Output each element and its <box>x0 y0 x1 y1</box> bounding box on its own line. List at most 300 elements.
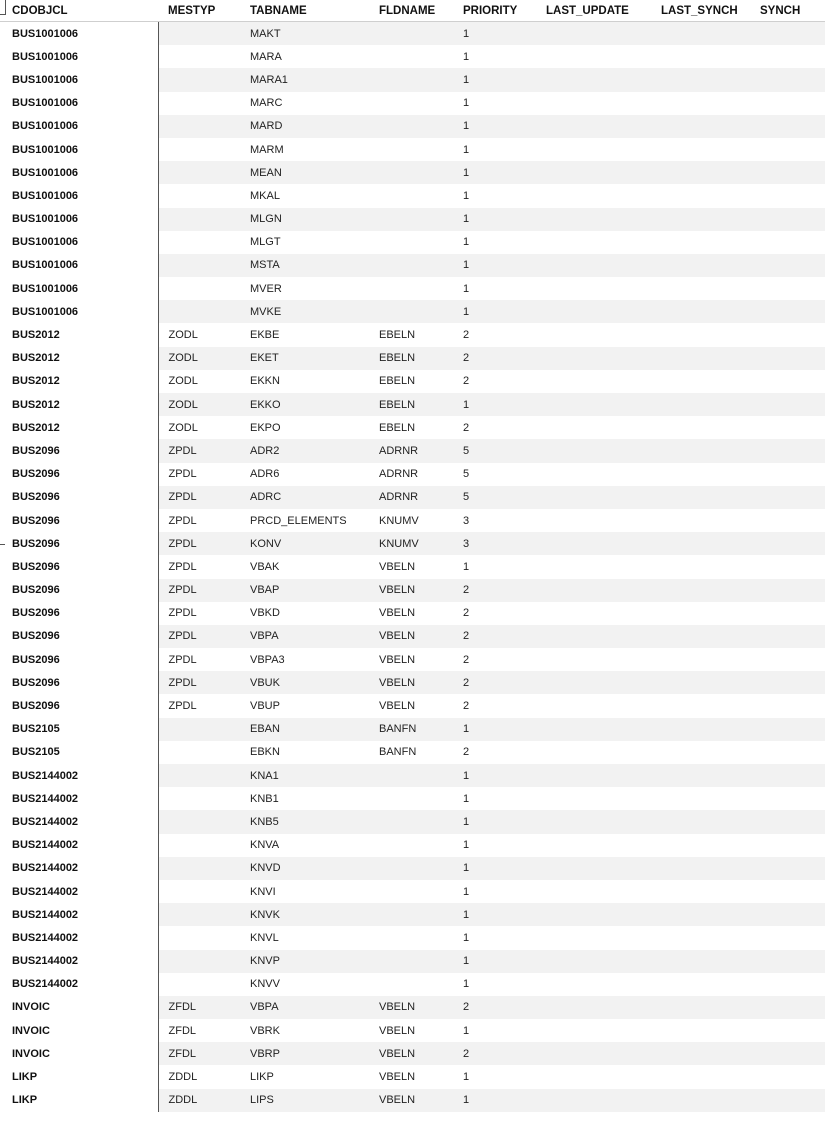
cell-mestyp[interactable] <box>158 161 240 184</box>
cell-fldname[interactable]: ADRNR <box>369 486 453 509</box>
cell-synch[interactable] <box>750 45 825 68</box>
cell-synch[interactable] <box>750 254 825 277</box>
cell-priority[interactable]: 2 <box>453 648 536 671</box>
cell-priority[interactable]: 2 <box>453 625 536 648</box>
cell-last-update[interactable] <box>536 648 651 671</box>
cell-last-update[interactable] <box>536 741 651 764</box>
cell-priority[interactable]: 1 <box>453 903 536 926</box>
cell-priority[interactable]: 3 <box>453 532 536 555</box>
cell-priority[interactable]: 1 <box>453 950 536 973</box>
cell-tabname[interactable]: MVER <box>240 277 369 300</box>
cell-tabname[interactable]: VBUK <box>240 671 369 694</box>
cell-fldname[interactable]: BANFN <box>369 741 453 764</box>
cell-mestyp[interactable] <box>158 857 240 880</box>
cell-last-update[interactable] <box>536 323 651 346</box>
cell-mestyp[interactable]: ZFDL <box>158 996 240 1019</box>
cell-synch[interactable] <box>750 996 825 1019</box>
cell-cdobjcl[interactable]: BUS1001006 <box>0 277 158 300</box>
table-row[interactable] <box>0 22 825 46</box>
cell-last-update[interactable] <box>536 718 651 741</box>
cell-tabname[interactable]: KNVA <box>240 834 369 857</box>
cell-mestyp[interactable]: ZODL <box>158 323 240 346</box>
column-header-cdobjcl[interactable]: CDOBJCL <box>0 0 158 22</box>
cell-synch[interactable] <box>750 741 825 764</box>
cell-priority[interactable]: 1 <box>453 1065 536 1088</box>
cell-synch[interactable] <box>750 277 825 300</box>
table-row[interactable] <box>0 880 825 903</box>
cell-synch[interactable] <box>750 625 825 648</box>
cell-fldname[interactable]: KNUMV <box>369 509 453 532</box>
table-row[interactable] <box>0 996 825 1019</box>
cell-last-update[interactable] <box>536 1042 651 1065</box>
cell-synch[interactable] <box>750 857 825 880</box>
cell-fldname[interactable]: VBELN <box>369 579 453 602</box>
cell-last-update[interactable] <box>536 509 651 532</box>
cell-last-update[interactable] <box>536 184 651 207</box>
cell-priority[interactable]: 2 <box>453 370 536 393</box>
cell-synch[interactable] <box>750 323 825 346</box>
cell-tabname[interactable]: VBRK <box>240 1019 369 1042</box>
cell-cdobjcl[interactable]: BUS1001006 <box>0 161 158 184</box>
table-row[interactable] <box>0 903 825 926</box>
cell-mestyp[interactable] <box>158 208 240 231</box>
cell-last-synch[interactable] <box>651 416 750 439</box>
cell-mestyp[interactable]: ZPDL <box>158 532 240 555</box>
cell-fldname[interactable]: EBELN <box>369 323 453 346</box>
table-row[interactable] <box>0 857 825 880</box>
cell-priority[interactable]: 5 <box>453 463 536 486</box>
cell-last-update[interactable] <box>536 671 651 694</box>
cell-tabname[interactable]: MEAN <box>240 161 369 184</box>
cell-last-update[interactable] <box>536 810 651 833</box>
cell-last-update[interactable] <box>536 115 651 138</box>
cell-priority[interactable]: 2 <box>453 347 536 370</box>
cell-fldname[interactable] <box>369 138 453 161</box>
cell-tabname[interactable]: EKPO <box>240 416 369 439</box>
cell-cdobjcl[interactable]: BUS2096 <box>0 439 158 462</box>
cell-last-update[interactable] <box>536 92 651 115</box>
cell-tabname[interactable]: LIPS <box>240 1089 369 1112</box>
cell-cdobjcl[interactable]: BUS1001006 <box>0 208 158 231</box>
cell-priority[interactable]: 2 <box>453 1042 536 1065</box>
table-row[interactable] <box>0 973 825 996</box>
cell-fldname[interactable]: EBELN <box>369 416 453 439</box>
column-header-last-synch[interactable]: LAST_SYNCH <box>651 0 750 22</box>
cell-last-synch[interactable] <box>651 22 750 46</box>
cell-last-update[interactable] <box>536 602 651 625</box>
cell-tabname[interactable]: EKKO <box>240 393 369 416</box>
cell-tabname[interactable]: VBPA <box>240 996 369 1019</box>
cell-mestyp[interactable] <box>158 741 240 764</box>
cell-cdobjcl[interactable]: LIKP <box>0 1065 158 1088</box>
cell-priority[interactable]: 2 <box>453 996 536 1019</box>
cell-tabname[interactable]: MARC <box>240 92 369 115</box>
cell-last-update[interactable] <box>536 463 651 486</box>
cell-last-update[interactable] <box>536 370 651 393</box>
column-header-tabname[interactable]: TABNAME <box>240 0 369 22</box>
cell-tabname[interactable]: KNVP <box>240 950 369 973</box>
cell-cdobjcl[interactable]: BUS2096 <box>0 532 158 555</box>
cell-priority[interactable]: 1 <box>453 45 536 68</box>
cell-synch[interactable] <box>750 973 825 996</box>
cell-synch[interactable] <box>750 1089 825 1112</box>
cell-last-update[interactable] <box>536 787 651 810</box>
cell-last-synch[interactable] <box>651 694 750 717</box>
cell-last-synch[interactable] <box>651 532 750 555</box>
cell-tabname[interactable]: KNVL <box>240 926 369 949</box>
cell-last-synch[interactable] <box>651 208 750 231</box>
cell-priority[interactable]: 1 <box>453 22 536 46</box>
cell-last-synch[interactable] <box>651 463 750 486</box>
table-row[interactable] <box>0 1089 825 1112</box>
cell-fldname[interactable] <box>369 208 453 231</box>
cell-synch[interactable] <box>750 463 825 486</box>
cell-last-synch[interactable] <box>651 671 750 694</box>
cell-last-synch[interactable] <box>651 950 750 973</box>
cell-last-synch[interactable] <box>651 857 750 880</box>
cell-last-update[interactable] <box>536 22 651 46</box>
cell-mestyp[interactable] <box>158 718 240 741</box>
table-row[interactable] <box>0 184 825 207</box>
table-row[interactable] <box>0 254 825 277</box>
cell-cdobjcl[interactable]: BUS2096 <box>0 648 158 671</box>
table-row[interactable] <box>0 509 825 532</box>
cell-last-update[interactable] <box>536 1019 651 1042</box>
table-row[interactable] <box>0 694 825 717</box>
cell-priority[interactable]: 1 <box>453 880 536 903</box>
cell-fldname[interactable] <box>369 950 453 973</box>
cell-last-synch[interactable] <box>651 625 750 648</box>
table-row[interactable] <box>0 950 825 973</box>
cell-last-synch[interactable] <box>651 1089 750 1112</box>
cell-fldname[interactable] <box>369 231 453 254</box>
table-row[interactable] <box>0 787 825 810</box>
table-row[interactable] <box>0 1042 825 1065</box>
cell-synch[interactable] <box>750 509 825 532</box>
cell-synch[interactable] <box>750 393 825 416</box>
cell-fldname[interactable]: EBELN <box>369 393 453 416</box>
cell-priority[interactable]: 1 <box>453 138 536 161</box>
cell-cdobjcl[interactable]: BUS2096 <box>0 486 158 509</box>
cell-last-update[interactable] <box>536 68 651 91</box>
cell-cdobjcl[interactable]: BUS1001006 <box>0 92 158 115</box>
cell-mestyp[interactable] <box>158 764 240 787</box>
cell-cdobjcl[interactable]: BUS2144002 <box>0 973 158 996</box>
cell-last-update[interactable] <box>536 208 651 231</box>
cell-tabname[interactable]: MLGN <box>240 208 369 231</box>
cell-synch[interactable] <box>750 486 825 509</box>
cell-last-synch[interactable] <box>651 231 750 254</box>
cell-fldname[interactable] <box>369 834 453 857</box>
cell-cdobjcl[interactable]: BUS2105 <box>0 718 158 741</box>
cell-last-update[interactable] <box>536 416 651 439</box>
cell-last-update[interactable] <box>536 300 651 323</box>
cell-last-synch[interactable] <box>651 115 750 138</box>
cell-cdobjcl[interactable]: BUS2096 <box>0 579 158 602</box>
cell-cdobjcl[interactable]: BUS2096 <box>0 602 158 625</box>
cell-mestyp[interactable] <box>158 184 240 207</box>
column-header-last-update[interactable]: LAST_UPDATE <box>536 0 651 22</box>
cell-last-synch[interactable] <box>651 1042 750 1065</box>
cell-tabname[interactable]: KNVI <box>240 880 369 903</box>
cell-tabname[interactable]: MLGT <box>240 231 369 254</box>
cell-fldname[interactable] <box>369 184 453 207</box>
cell-mestyp[interactable]: ZFDL <box>158 1019 240 1042</box>
cell-synch[interactable] <box>750 1065 825 1088</box>
cell-cdobjcl[interactable]: BUS1001006 <box>0 22 158 46</box>
cell-last-update[interactable] <box>536 764 651 787</box>
table-row[interactable] <box>0 463 825 486</box>
cell-synch[interactable] <box>750 300 825 323</box>
cell-last-synch[interactable] <box>651 1019 750 1042</box>
cell-tabname[interactable]: MAKT <box>240 22 369 46</box>
cell-tabname[interactable]: VBAK <box>240 555 369 578</box>
cell-synch[interactable] <box>750 231 825 254</box>
cell-last-synch[interactable] <box>651 323 750 346</box>
cell-synch[interactable] <box>750 208 825 231</box>
cell-priority[interactable]: 2 <box>453 694 536 717</box>
cell-cdobjcl[interactable]: BUS2012 <box>0 370 158 393</box>
cell-mestyp[interactable] <box>158 115 240 138</box>
cell-mestyp[interactable] <box>158 277 240 300</box>
cell-mestyp[interactable] <box>158 92 240 115</box>
cell-priority[interactable]: 1 <box>453 208 536 231</box>
cell-last-synch[interactable] <box>651 184 750 207</box>
cell-last-synch[interactable] <box>651 926 750 949</box>
cell-mestyp[interactable] <box>158 300 240 323</box>
cell-last-synch[interactable] <box>651 834 750 857</box>
table-row[interactable] <box>0 718 825 741</box>
cell-last-synch[interactable] <box>651 810 750 833</box>
cell-tabname[interactable]: MARA1 <box>240 68 369 91</box>
table-row[interactable] <box>0 323 825 346</box>
cell-fldname[interactable]: BANFN <box>369 718 453 741</box>
cell-fldname[interactable]: VBELN <box>369 1089 453 1112</box>
cell-mestyp[interactable]: ZPDL <box>158 509 240 532</box>
cell-last-update[interactable] <box>536 857 651 880</box>
cell-last-update[interactable] <box>536 555 651 578</box>
cell-priority[interactable]: 1 <box>453 764 536 787</box>
cell-fldname[interactable] <box>369 764 453 787</box>
cell-tabname[interactable]: VBAP <box>240 579 369 602</box>
table-row[interactable] <box>0 138 825 161</box>
cell-tabname[interactable]: MKAL <box>240 184 369 207</box>
cell-synch[interactable] <box>750 161 825 184</box>
cell-tabname[interactable]: VBRP <box>240 1042 369 1065</box>
cell-fldname[interactable] <box>369 810 453 833</box>
cell-synch[interactable] <box>750 68 825 91</box>
cell-last-synch[interactable] <box>651 439 750 462</box>
table-row[interactable] <box>0 277 825 300</box>
cell-fldname[interactable]: VBELN <box>369 555 453 578</box>
cell-fldname[interactable] <box>369 115 453 138</box>
cell-priority[interactable]: 1 <box>453 184 536 207</box>
table-row[interactable] <box>0 208 825 231</box>
cell-last-update[interactable] <box>536 1065 651 1088</box>
cell-synch[interactable] <box>750 671 825 694</box>
cell-synch[interactable] <box>750 648 825 671</box>
cell-last-synch[interactable] <box>651 973 750 996</box>
table-row[interactable] <box>0 1065 825 1088</box>
cell-synch[interactable] <box>750 810 825 833</box>
table-row[interactable] <box>0 370 825 393</box>
cell-tabname[interactable]: EKBE <box>240 323 369 346</box>
cell-synch[interactable] <box>750 694 825 717</box>
cell-cdobjcl[interactable]: BUS1001006 <box>0 138 158 161</box>
cell-synch[interactable] <box>750 184 825 207</box>
cell-cdobjcl[interactable]: BUS2144002 <box>0 880 158 903</box>
cell-tabname[interactable]: LIKP <box>240 1065 369 1088</box>
cell-cdobjcl[interactable]: BUS1001006 <box>0 300 158 323</box>
cell-fldname[interactable]: VBELN <box>369 996 453 1019</box>
cell-last-synch[interactable] <box>651 370 750 393</box>
cell-cdobjcl[interactable]: BUS2096 <box>0 463 158 486</box>
cell-last-update[interactable] <box>536 439 651 462</box>
cell-fldname[interactable]: VBELN <box>369 1019 453 1042</box>
cell-synch[interactable] <box>750 532 825 555</box>
cell-tabname[interactable]: KNVD <box>240 857 369 880</box>
cell-priority[interactable]: 1 <box>453 68 536 91</box>
table-row[interactable] <box>0 347 825 370</box>
cell-tabname[interactable]: EBAN <box>240 718 369 741</box>
cell-priority[interactable]: 1 <box>453 393 536 416</box>
cell-last-update[interactable] <box>536 277 651 300</box>
cell-mestyp[interactable]: ZPDL <box>158 486 240 509</box>
cell-mestyp[interactable]: ZDDL <box>158 1065 240 1088</box>
cell-synch[interactable] <box>750 903 825 926</box>
cell-last-synch[interactable] <box>651 718 750 741</box>
cell-mestyp[interactable] <box>158 973 240 996</box>
cell-fldname[interactable]: ADRNR <box>369 463 453 486</box>
cell-mestyp[interactable] <box>158 903 240 926</box>
cell-mestyp[interactable]: ZPDL <box>158 694 240 717</box>
cell-tabname[interactable]: KNB5 <box>240 810 369 833</box>
cell-mestyp[interactable]: ZPDL <box>158 463 240 486</box>
cell-fldname[interactable] <box>369 161 453 184</box>
cell-priority[interactable]: 2 <box>453 416 536 439</box>
cell-last-update[interactable] <box>536 532 651 555</box>
cell-fldname[interactable]: VBELN <box>369 648 453 671</box>
cell-mestyp[interactable] <box>158 22 240 46</box>
cell-priority[interactable]: 1 <box>453 254 536 277</box>
cell-cdobjcl[interactable]: BUS2012 <box>0 416 158 439</box>
cell-tabname[interactable]: MSTA <box>240 254 369 277</box>
cell-synch[interactable] <box>750 138 825 161</box>
cell-fldname[interactable] <box>369 300 453 323</box>
cell-cdobjcl[interactable]: INVOIC <box>0 1019 158 1042</box>
cell-cdobjcl[interactable]: BUS1001006 <box>0 254 158 277</box>
cell-tabname[interactable]: VBKD <box>240 602 369 625</box>
cell-last-update[interactable] <box>536 161 651 184</box>
table-row[interactable] <box>0 1019 825 1042</box>
cell-priority[interactable]: 1 <box>453 810 536 833</box>
cell-cdobjcl[interactable]: BUS2096 <box>0 625 158 648</box>
cell-last-synch[interactable] <box>651 277 750 300</box>
cell-last-synch[interactable] <box>651 903 750 926</box>
cell-synch[interactable] <box>750 602 825 625</box>
cell-priority[interactable]: 1 <box>453 1089 536 1112</box>
cell-fldname[interactable] <box>369 277 453 300</box>
cell-fldname[interactable]: VBELN <box>369 1042 453 1065</box>
cell-last-synch[interactable] <box>651 1065 750 1088</box>
cell-cdobjcl[interactable]: INVOIC <box>0 1042 158 1065</box>
cell-cdobjcl[interactable]: BUS2144002 <box>0 834 158 857</box>
table-row[interactable] <box>0 579 825 602</box>
cell-cdobjcl[interactable]: LIKP <box>0 1089 158 1112</box>
cell-fldname[interactable] <box>369 857 453 880</box>
cell-cdobjcl[interactable]: BUS2144002 <box>0 787 158 810</box>
table-row[interactable] <box>0 92 825 115</box>
column-header-mestyp[interactable]: MESTYP <box>158 0 240 22</box>
cell-cdobjcl[interactable]: BUS2105 <box>0 741 158 764</box>
table-row[interactable] <box>0 648 825 671</box>
cell-priority[interactable]: 5 <box>453 439 536 462</box>
cell-mestyp[interactable]: ZFDL <box>158 1042 240 1065</box>
cell-synch[interactable] <box>750 880 825 903</box>
cell-cdobjcl[interactable]: BUS2096 <box>0 671 158 694</box>
column-header-synch[interactable]: SYNCH <box>750 0 825 22</box>
cell-fldname[interactable] <box>369 92 453 115</box>
cell-mestyp[interactable] <box>158 787 240 810</box>
cell-tabname[interactable]: KNB1 <box>240 787 369 810</box>
cell-synch[interactable] <box>750 764 825 787</box>
cell-cdobjcl[interactable]: BUS2012 <box>0 347 158 370</box>
cell-fldname[interactable]: VBELN <box>369 602 453 625</box>
cell-synch[interactable] <box>750 950 825 973</box>
cell-fldname[interactable]: ADRNR <box>369 439 453 462</box>
cell-tabname[interactable]: KNA1 <box>240 764 369 787</box>
cell-cdobjcl[interactable]: BUS1001006 <box>0 45 158 68</box>
cell-last-update[interactable] <box>536 1089 651 1112</box>
cell-mestyp[interactable]: ZPDL <box>158 671 240 694</box>
cell-fldname[interactable]: VBELN <box>369 694 453 717</box>
table-row[interactable] <box>0 671 825 694</box>
table-row[interactable] <box>0 393 825 416</box>
cell-tabname[interactable]: KNVV <box>240 973 369 996</box>
cell-last-synch[interactable] <box>651 45 750 68</box>
cell-priority[interactable]: 1 <box>453 857 536 880</box>
cell-synch[interactable] <box>750 439 825 462</box>
cell-synch[interactable] <box>750 579 825 602</box>
cell-tabname[interactable]: KONV <box>240 532 369 555</box>
cell-mestyp[interactable]: ZPDL <box>158 602 240 625</box>
table-row[interactable] <box>0 231 825 254</box>
table-row[interactable] <box>0 115 825 138</box>
cell-last-synch[interactable] <box>651 555 750 578</box>
cell-tabname[interactable]: ADR2 <box>240 439 369 462</box>
table-row[interactable] <box>0 532 825 555</box>
cell-mestyp[interactable] <box>158 950 240 973</box>
table-row[interactable] <box>0 68 825 91</box>
cell-mestyp[interactable]: ZODL <box>158 370 240 393</box>
cell-cdobjcl[interactable]: INVOIC <box>0 996 158 1019</box>
cell-last-synch[interactable] <box>651 787 750 810</box>
cell-cdobjcl[interactable]: BUS2096 <box>0 555 158 578</box>
cell-fldname[interactable]: VBELN <box>369 1065 453 1088</box>
cell-tabname[interactable]: PRCD_ELEMENTS <box>240 509 369 532</box>
cell-tabname[interactable]: EBKN <box>240 741 369 764</box>
cell-synch[interactable] <box>750 1019 825 1042</box>
cell-synch[interactable] <box>750 370 825 393</box>
cell-last-update[interactable] <box>536 950 651 973</box>
column-header-fldname[interactable]: FLDNAME <box>369 0 453 22</box>
cell-last-synch[interactable] <box>651 579 750 602</box>
cell-tabname[interactable]: VBPA <box>240 625 369 648</box>
cell-last-update[interactable] <box>536 996 651 1019</box>
cell-fldname[interactable] <box>369 880 453 903</box>
table-row[interactable] <box>0 602 825 625</box>
cell-priority[interactable]: 1 <box>453 926 536 949</box>
